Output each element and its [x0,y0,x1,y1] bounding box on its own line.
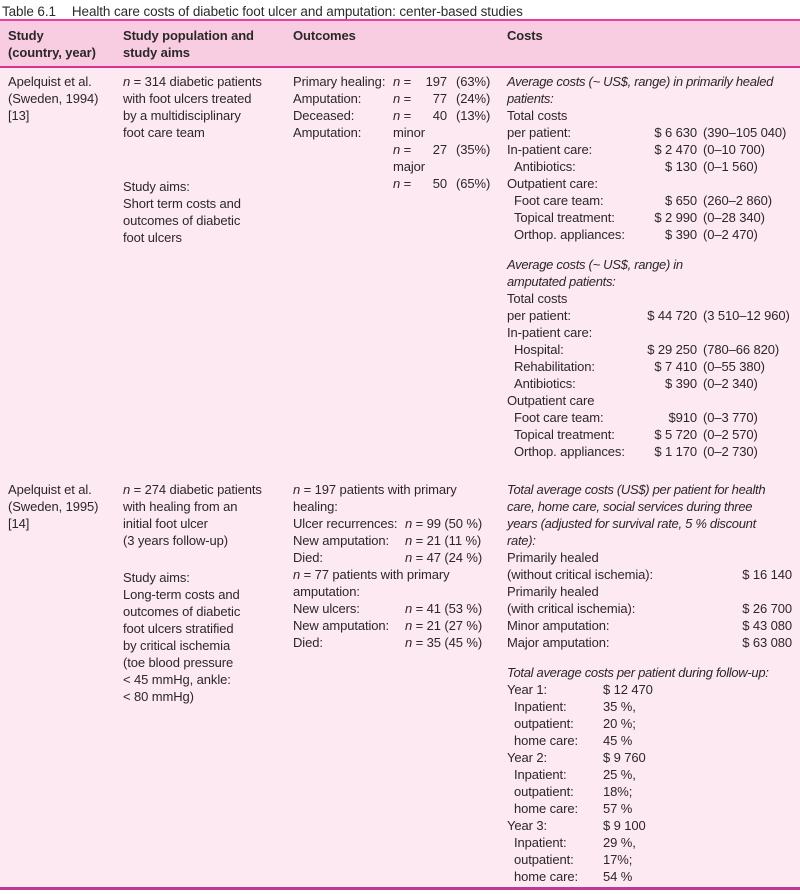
outcome-label: New amputation: [293,618,390,633]
cost-heading-line: amputated patients: [507,274,616,289]
cost-value: 20 %; [603,716,636,731]
study-cell [8,73,123,460]
column-header-outcomes [293,27,507,61]
cost-line [507,868,795,885]
table-header-row [0,21,800,66]
cost-label: Antibiotics: [514,159,576,174]
cost-amount [639,290,697,307]
cost-value: $ 43 080 [742,618,792,633]
column-header-study [8,27,123,61]
outcome-label: Amputation: [293,91,362,106]
outcome-percent: (13%) [456,108,491,123]
cost-heading-line: rate): [507,533,536,548]
cost-range [697,107,703,124]
cost-line [507,634,795,651]
population-line: foot ulcers [123,230,182,245]
outcome-line [293,175,507,192]
cost-line [507,341,795,358]
population-paragraph [123,569,293,705]
cost-section [507,256,795,460]
table-row [8,481,795,885]
population-line: by critical ischemia [123,638,231,653]
outcome-percent: (24%) [456,91,491,106]
outcomes-cell [293,73,507,460]
cost-label: (without critical ischemia): [507,567,654,582]
cost-line [507,783,795,800]
outcome-label: New amputation: [293,533,390,548]
table-caption [0,0,800,19]
cost-label: (with critical ischemia): [507,601,636,616]
cost-label: per patient: [507,125,571,140]
population-line: outcomes of diabetic [123,213,241,228]
cost-line [507,549,795,566]
outcome-line: amputation: [293,584,360,599]
cost-label: home care: [514,733,579,748]
population-line: with foot ulcers treated [123,91,252,106]
cost-amount [639,392,697,409]
cost-line [507,681,795,698]
column-header-line: Costs [507,28,543,43]
cost-range: (260–2 860) [703,193,773,208]
cost-heading-line: Average costs (~ US$, range) in [507,257,683,272]
outcome-percent: (35%) [456,142,491,157]
cost-label: outpatient: [514,784,574,799]
cost-label: Orthop. appliances: [514,444,625,459]
outcome-label [293,158,393,175]
outcome-line [293,549,507,566]
outcome-line: n = 197 patients with primary [293,482,457,497]
outcome-line [293,124,507,141]
outcome-percent [447,158,456,175]
population-cell [123,73,293,460]
cost-value: 29 %, [603,835,636,850]
cost-line [507,209,795,226]
cost-range [697,324,703,341]
cost-line [507,566,795,583]
outcome-count: 27 [432,142,447,157]
cost-value: 25 %, [603,767,636,782]
cost-value: $ 63 080 [742,635,792,650]
outcome-line [293,634,507,651]
population-line: < 80 mmHg) [123,689,194,704]
population-line: outcomes of diabetic [123,604,241,619]
cost-line [507,715,795,732]
outcome-n: minor [393,125,426,140]
cost-value: $ 9 760 [603,750,646,765]
outcome-label: Primary healing: [293,74,386,89]
population-line: < 45 mmHg, ankle: [123,672,231,687]
cost-label: Inpatient: [514,767,567,782]
cost-amount: $ 390 [664,376,697,391]
cost-section [507,73,795,243]
outcome-count: 50 [432,176,447,191]
outcome-line [293,141,507,158]
cost-label: In-patient care: [507,325,593,340]
cost-line [507,226,795,243]
outcome-value: n = 35 (45 %) [405,635,483,650]
cost-line [507,698,795,715]
outcome-line [293,532,507,549]
population-cell [123,481,293,885]
table-body [0,68,800,887]
cost-value: 18%; [603,784,633,799]
outcome-count: 40 [432,108,447,123]
population-line: (3 years follow-up) [123,533,229,548]
cost-range: (0–3 770) [703,410,758,425]
column-header-line: (country, year) [8,45,96,60]
population-line: Study aims: [123,570,190,585]
cost-label: Year 2: [507,750,548,765]
costs-cell [507,481,795,885]
cost-heading-line: patients: [507,91,554,106]
cost-label: Primarily healed [507,550,599,565]
outcome-n: n = [393,91,412,106]
outcome-label: Amputation: [293,125,362,140]
cost-label: home care: [514,801,579,816]
cost-label: Inpatient: [514,699,567,714]
outcome-label: New ulcers: [293,601,360,616]
cost-value: $ 12 470 [603,682,653,697]
cost-range: (0–2 340) [703,376,758,391]
cost-range: (0–2 570) [703,427,758,442]
outcome-n: n = [393,176,412,191]
population-line: foot ulcers stratified [123,621,234,636]
cost-range: (0–55 380) [703,359,765,374]
cost-line [507,766,795,783]
cost-value: 57 % [603,801,633,816]
cost-line [507,375,795,392]
cost-label: Antibiotics: [514,376,576,391]
study-cell [8,481,123,885]
table-row [8,73,795,460]
cost-amount: $ 1 170 [654,444,697,459]
outcome-value: n = 47 (24 %) [405,550,483,565]
study-line: Apelquist et al. [8,74,92,89]
cost-line [507,583,795,600]
study-line: (Sweden, 1995) [8,499,99,514]
cost-label: Outpatient care [507,393,595,408]
outcome-line [293,617,507,634]
study-line: [13] [8,108,30,123]
outcome-percent: (63%) [456,74,491,89]
cost-line [507,124,795,141]
outcome-count: 197 [425,74,447,89]
outcomes-cell [293,481,507,885]
cost-line [507,817,795,834]
population-line: n = 314 diabetic patients [123,74,262,89]
cost-label: In-patient care: [507,142,593,157]
outcome-value: n = 21 (27 %) [405,618,483,633]
population-line: n = 274 diabetic patients [123,482,262,497]
costs-cell [507,73,795,460]
cost-label: Topical treatment: [514,210,615,225]
cost-value: $ 16 140 [742,567,792,582]
cost-amount: $ 650 [664,193,697,208]
cost-amount [639,175,697,192]
population-paragraph [123,481,293,549]
cost-label: Inpatient: [514,835,567,850]
cost-line [507,409,795,426]
outcome-value: n = 99 (50 %) [405,516,483,531]
cost-line [507,732,795,749]
outcome-n: n = [393,108,412,123]
cost-range: (780–66 820) [703,342,780,357]
outcome-count: 77 [432,91,447,106]
study-line: (Sweden, 1994) [8,91,99,106]
cost-label: Minor amputation: [507,618,610,633]
cost-label: Rehabilitation: [514,359,595,374]
cost-value: 35 %, [603,699,636,714]
outcome-line: healing: [293,499,338,514]
cost-range: (3 510–12 960) [703,308,790,323]
outcome-label: Died: [293,635,323,650]
outcome-count [425,158,447,175]
column-header-line: Study [8,28,44,43]
cost-label: outpatient: [514,716,574,731]
population-paragraph [123,73,293,141]
cost-section [507,664,795,885]
outcome-label: Ulcer recurrences: [293,516,398,531]
outcome-n: major [393,159,426,174]
cost-line [507,851,795,868]
cost-amount: $ 7 410 [654,359,697,374]
study-line: Apelquist et al. [8,482,92,497]
cost-range: (0–2 730) [703,444,758,459]
table-title: Health care costs of diabetic foot ulcer and amputation: center-based studies [71,4,523,19]
cost-line [507,443,795,460]
cost-amount: $ 130 [664,159,697,174]
cost-line [507,392,795,409]
column-header-costs [507,27,795,61]
cost-label: per patient: [507,308,571,323]
outcome-percent: (65%) [456,176,491,191]
cost-label: Total costs [507,108,568,123]
cost-line [507,426,795,443]
population-line: Long-term costs and [123,587,240,602]
cost-range [697,290,703,307]
cost-heading-line: care, home care, social services during three [507,499,753,514]
cost-label: outpatient: [514,852,574,867]
population-line: by a multidisciplinary [123,108,241,123]
cost-line [507,617,795,634]
cost-value: 54 % [603,869,633,884]
cost-label: Outpatient care: [507,176,598,191]
outcome-line [293,107,507,124]
population-line: foot care team [123,125,205,140]
cost-line [507,834,795,851]
cost-range: (0–1 560) [703,159,758,174]
outcome-label [293,175,393,192]
column-header-line: study aims [123,45,190,60]
cost-line [507,290,795,307]
table-number-label: Table 6.1 [2,4,56,19]
cost-label: Topical treatment: [514,427,615,442]
population-paragraph [123,178,293,246]
cost-amount: $ 5 720 [654,427,697,442]
cost-heading-line: Total average costs per patient during follow-up: [507,665,769,680]
cost-amount [639,107,697,124]
cost-line [507,175,795,192]
cost-range: (0–28 340) [703,210,765,225]
cost-section [507,481,795,651]
cost-line [507,192,795,209]
outcome-line [293,73,507,90]
cost-label: Hospital: [514,342,564,357]
cost-heading-line: years (adjusted for survival rate, 5 % discount [507,516,756,531]
cost-label: Orthop. appliances: [514,227,625,242]
population-line: with healing from an [123,499,238,514]
outcome-line [293,600,507,617]
outcome-n: n = [393,74,412,89]
cost-heading-line: Average costs (~ US$, range) in primarily healed [507,74,774,89]
population-line: Short term costs and [123,196,241,211]
cost-amount: $ 390 [664,227,697,242]
study-line: [14] [8,516,30,531]
population-line: initial foot ulcer [123,516,208,531]
cost-value: 45 % [603,733,633,748]
page-margin [0,890,800,894]
outcome-label: Deceased: [293,108,355,123]
outcome-value: n = 21 (11 %) [405,533,482,548]
cost-line [507,749,795,766]
cost-line [507,141,795,158]
cost-amount [639,324,697,341]
cost-label: home care: [514,869,579,884]
cost-value: $ 9 100 [603,818,646,833]
population-line: Study aims: [123,179,190,194]
cost-label: Major amputation: [507,635,610,650]
cost-amount: $ 29 250 [647,342,697,357]
cost-label: Foot care team: [514,193,604,208]
cost-range [697,392,703,409]
outcome-line [293,515,507,532]
cost-line [507,107,795,124]
cost-label: Year 3: [507,818,548,833]
outcome-count [425,124,447,141]
outcome-value: n = 41 (53 %) [405,601,483,616]
cost-amount: $ 6 630 [654,125,697,140]
cost-line [507,158,795,175]
outcome-line: n = 77 patients with primary [293,567,450,582]
cost-line [507,358,795,375]
cost-range: (0–2 470) [703,227,758,242]
cost-label: Year 1: [507,682,548,697]
cost-label: Total costs [507,291,568,306]
cost-label: Primarily healed [507,584,599,599]
cost-heading-line: Total average costs (US$) per patient for health [507,482,766,497]
outcome-label [293,141,393,158]
outcome-percent [447,124,456,141]
cost-line [507,307,795,324]
outcome-n: n = [393,142,412,157]
column-header-line: Outcomes [293,28,356,43]
cost-amount: $ 2 470 [654,142,697,157]
cost-line [507,324,795,341]
cost-range [697,175,703,192]
cost-amount: $ 44 720 [647,308,697,323]
cost-line [507,800,795,817]
cost-amount: $910 [668,410,697,425]
column-header-line: Study population and [123,28,254,43]
outcome-line [293,158,507,175]
cost-value: $ 26 700 [742,601,792,616]
cost-range: (0–10 700) [703,142,765,157]
population-line: (toe blood pressure [123,655,234,670]
cost-range: (390–105 040) [703,125,787,140]
cost-label: Foot care team: [514,410,604,425]
cost-line [507,600,795,617]
outcome-line [293,90,507,107]
outcome-label: Died: [293,550,323,565]
cost-value: 17%; [603,852,633,867]
cost-amount: $ 2 990 [654,210,697,225]
column-header-population [123,27,293,61]
